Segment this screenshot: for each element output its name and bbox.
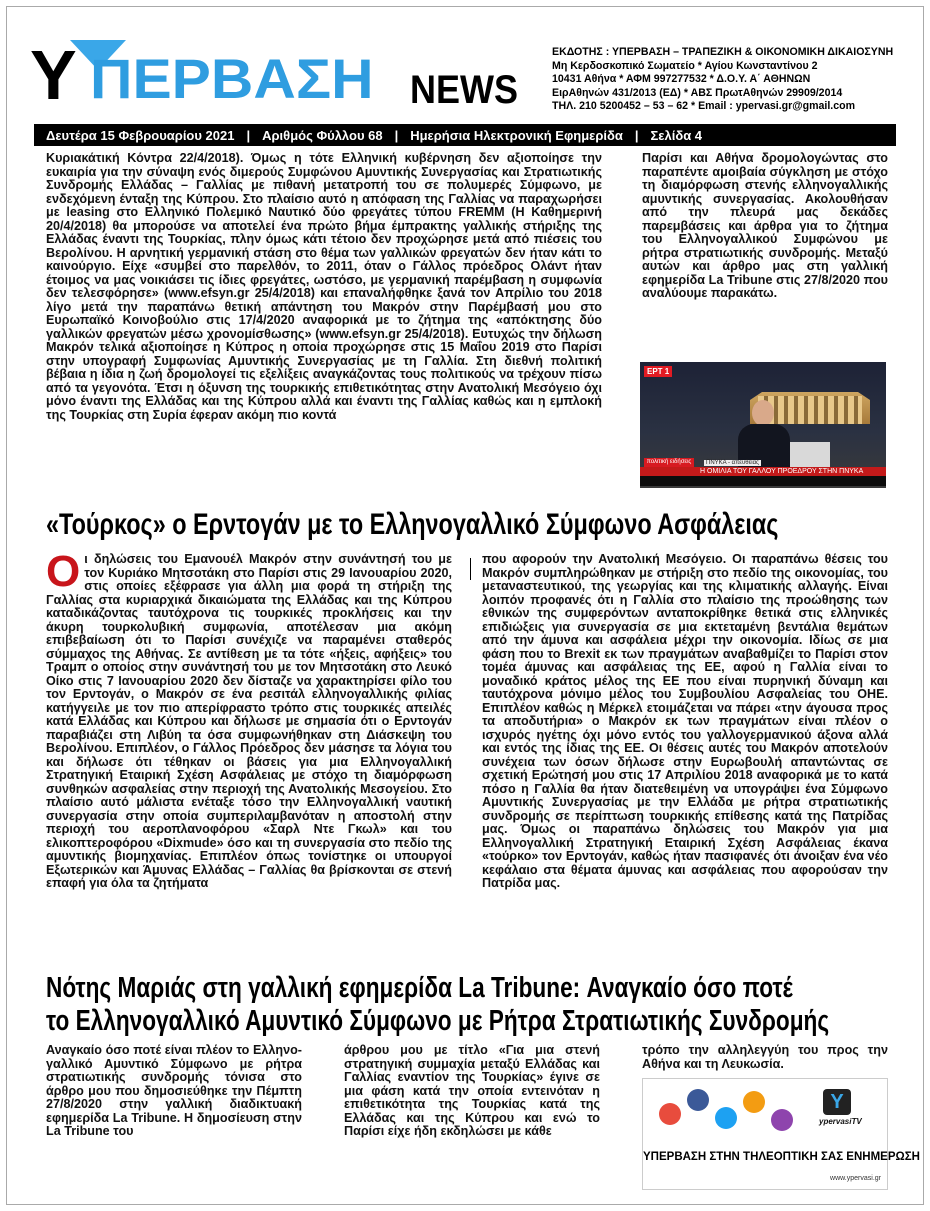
article1-right-text: που αφορούν την Ανατολική Μεσόγειο. Οι παραπάνω θέσεις του Μακρόν συμπληρώθηκαν με στήριξη στο πεδίο της οικονομίας, του μεταναστευτικού, της γεωργίας και της κλιματικής αλλαγής. Είναι λοιπόν προφανές ότι η Γαλλία στο πλαίσιο της προώθησης των εθνικών της συμφερόντων ανταποκρίθηκε θετικά στις ελληνικές επιδιώξεις για συνεργασία σε μια εκτεταμένη βεντάλια θεμάτων από την άμυνα και ασφάλεια μέχρι την οικονομία. Ιδίως σε μια φάση που το Brexit εκ των πραγμάτων αναβαθμίζει το Παρίσι στον τομέα άμυνας και ασφάλειας της ΕΕ, αφού η Γαλλία είναι το μοναδικό κράτος μέλος της ΕΕ που είναι πυρηνική δύναμη και ταυτόχρονα μόνιμο μέλος του Συμβουλίου Ασφαλείας του ΟΗΕ. Επιπλέον καθώς η Μέρκελ ετοιμάζεται να πάρει «την άγουσα προς τα αποδυτήρια» ο Μακρόν εκ των πραγμάτων είναι πλέον ο ισχυρός ηγέτης όχι μόνο εντός του γαλλογερμανικού άξονα αλλά και εντός της ίδιας της ΕΕ. Οι θέσεις αυτές του Μακρόν αποτελούν συνέχεια των όσων δήλωσε στην Ευρωβουλή απαντώντας σε σχετική Ερώτησή μου στις 17 Απριλίου 2018 αναφορικά με το κατά πόσο η Γαλλία θα ήταν διατεθειμένη να υπογράψει ένα Σύμφωνο Αμυντικής Συνεργασίας με την Ελλάδα με ρήτρα στρατιωτικής συνδρομής σε περίπτωση τουρκικής επίθεσης κατά της Πατρίδας μας. Όμως οι παραπάνω δηλώσεις του Μακρόν για μια Ελληνογαλλική Στρατηγική Εταιρική Σχέση Ασφάλειας έκανα «τούρκο» τον Ερντογάν, καθώς ήταν πασιφανές ότι άνοιξαν ένα νέο κεφάλαιο στα θέματα άμυνας και ασφάλειας που αφορούσαν την Πατρίδα μας.	[482, 552, 888, 890]
article2-headline-line1: Νότης Μαριάς στη γαλλική εφημερίδα La Tribune: Αναγκαίο όσο ποτέ	[46, 972, 793, 1004]
ypervasi-tv-logo-icon: Y	[823, 1089, 851, 1115]
logo-main-text: ΠΕΡΒΑΣΗ	[90, 47, 374, 110]
ticker-headline: Η ΟΜΙΛΙΑ ΤΟΥ ΓΑΛΛΟΥ ΠΡΟΕΔΡΟΥ ΣΤΗΝ ΠΝΥΚΑ	[640, 467, 886, 476]
macron-photo	[640, 362, 886, 488]
youtube-icon	[659, 1103, 681, 1125]
ypervasi-tv-label: ypervasiTV	[819, 1117, 862, 1126]
headphones-icon	[771, 1109, 793, 1131]
ribbon-separator: |	[634, 127, 639, 143]
top-right-column	[642, 152, 888, 357]
facebook-icon	[687, 1089, 709, 1111]
article1-left-column	[46, 547, 452, 965]
article1-left-text: ι δηλώσεις του Εμανουέλ Μακρόν στην συνάντησή του με τον Κυριάκο Μητσοτάκη στο Παρίσι στις 29 Ιανουαρίου 2020, στις οποίες εξέφρασε για άλλη μια φορά τη στήριξη της Γαλλίας στα κυριαρχικά δικαιώματα της Ελλάδας και της Κύπρου καταδικάζοντας ταυτόχρονα τις τουρκικές προκλήσεις και την άκυρη τουρκολυβική συμφωνία, αποτέλεσαν μια ακόμη επιβεβαίωση ότι το Παρίσι συνέχιζε να παραμένει σταθερός σύμμαχος της Αθήνας. Σε αντίθεση με τα τότε «ήξεις, αφήξεις» του Τραμπ ο οποίος στην συνάντησή του με τον Μητσοτάκη στο Λευκό Οίκο στις 7 Ιανουαρίου 2020 δεν δίσταζε να χαρακτηρίσει φίλο του τον Ερντογάν, ο Μακρόν σε ένα ρεσιτάλ ελληνογαλλικής φιλίας κατήγγειλε με τον πιο απερίφραστο τρόπο στις τουρκικές απειλές κατά Ελλάδας και Κύπρου και δήλωσε με σημασία ότι ο Ερντογάν παραβιάζει στη Λιβύη τα όσα συμφωνήθηκαν στη Διάσκεψη του Βερολίνου. Επιπλέον, ο Γάλλος Πρόεδρος δεν μάσησε τα λόγια του και δήλωσε ότι τέθηκαν οι βάσεις για μια Ελληνογαλλική Στρατηγική Εταιρική Σχέση Ασφάλειας με στόχο τη διαμόρφωση συνθηκών ασφαλείας στην περιοχή της Ανατολικής Μεσογείου. Στο πλαίσιο αυτό μάλιστα ενέταξε τόσο την Ελληνογαλλική ναυτική συνεργασία στην οποία συμπεριλαμβανόταν η αποστολή στην περιοχή του αεροπλανοφόρου «Σαρλ Ντε Γκωλ» και του ελικοπτεροφόρου «Dixmude» όσο και τη συνεργασία στο πεδίο της αμυντικής βιομηχανίας. Επιπλέον όπως τονίστηκε οι υπουργοί Εξωτερικών και Άμυνας Ελλάδας – Γαλλίας θα βρίσκονται σε στενή επαφή για όλα τα ζητήματα	[46, 552, 452, 890]
banner-caption: ΥΠΕΡΒΑΣΗ ΣΤΗΝ ΤΗΛΕΟΠΤΙΚΗ ΣΑΣ ΕΝΗΜΕΡΩΣΗ	[643, 1151, 920, 1163]
issue-date: Δευτέρα 15 Φεβρουαρίου 2021	[46, 127, 235, 143]
ypervasi-tv-banner[interactable]	[642, 1078, 920, 1190]
ticker-location: ΠΝΥΚΑ - απευθείας	[706, 460, 759, 466]
speaker-head	[752, 400, 774, 426]
article2-headline-line2: το Ελληνογαλλικό Αμυντικό Σύμφωνο με Ρήτρα Στρατιωτικής Συνδρομής	[46, 1005, 830, 1037]
issue-number: Αριθμός Φύλλου 68	[262, 127, 383, 143]
play-icon	[743, 1091, 765, 1113]
issue-ribbon	[34, 124, 896, 146]
publisher-line: Μη Κερδοσκοπικό Σωματείο * Αγίου Κωνσταντίνου 2	[552, 59, 818, 72]
article2-col2-text: άρθρου μου με τίτλο «Για μια στενή στρατηγική συμμαχία μεταξύ Ελλάδας και Γαλλίας εναντίον της Τουρκίας» έγινε σε μια φάση κατά την οποία εντεινόταν η επιθετικότητα της Τουρκίας κατά της Ελλάδας και της Κύπρου και ενώ το Παρίσι είχε ήδη εκδηλώσει με κάθε	[344, 1043, 600, 1138]
publisher-info	[552, 46, 912, 114]
drop-cap: Ο	[46, 547, 81, 596]
article1-headline: «Τούρκος» ο Ερντογάν με το Ελληνογαλλικό Σύμφωνο Ασφάλειας	[46, 508, 779, 541]
news-badge: πολιτική ειδήσεις	[644, 458, 694, 474]
top-left-text: Κυριακάτική Κόντρα 22/4/2018). Όμως η τότε Ελληνική κυβέρνηση δεν αξιοποίησε την ευκαιρία για την σύναψη ενός διμερούς Συμφώνου Αμυντικής Συνεργασίας και Στρατιωτικής Συνδρομής Ελλάδας – Γαλλίας με πιθανή μετατροπή του σε πολυμερές Σύμφωνο, με ενδεχόμενη ένταξη της Κύπρου. Στο πλαίσιο αυτό η απόφαση της Γαλλίας να παραχωρήσει με leasing στο Ελληνικό Πολεμικό Ναυτικό δύο φρεγάτες τύπου FREMM (Η Καθημερινή 20/4/2018) θα μπορούσε να αποτελεί ένα πρώτο βήμα έμπρακτης γαλλικής στήριξης της Ελλάδας έναντι της Τουρκίας, πλην όμως κάτι τέτοιο δεν προχώρησε μετά από πιέσεις του Βερολίνου. Η αρνητική γερμανική στάση στο θέμα των γαλλικών φρεγατών δεν ήταν κάτι το καινούργιο. Είχε «συμβεί στο παρελθόν, το 2011, όταν ο Γάλλος πρόεδρος Ολάντ ήταν έτοιμος να μας νοικιάσει τις ίδιες φρεγάτες, ωστόσο, με γερμανική παρέμβαση η συμφωνία δεν τελεσφόρησε» (www.efsyn.gr 25/4/2018) και επαναλήφθηκε ξανά τον Απρίλιο του 2018 λίγο μετά την παραπάνω θετική απάντηση του Μακρόν στην Παρέμβασή μου στο Ευρωπαϊκό Κοινοβούλιο στις 17/4/2020 αναφορικά με το ζήτημα της «απόκτησης δύο γαλλικών φρεγατών μέσω χρονομίσθωσης» (www.efsyn.gr 25/4/2018). Ευτυχώς την δήλωση Μακρόν τελικά αξιοποίησε η Κύπρος η οποία προχώρησε στις 15 Μαΐου 2019 στο Παρίσι στην υπογραφή Συμφωνίας Αμυντικής Συνεργασίας με τη Γαλλία. Στη διεθνή πολιτική βέβαια η ίδια η ζωή δρομολογεί τις εξελίξεις αναγκάζοντας τους πολιτικούς να τρέχουν πίσω από τα γεγονότα. Έτσι η όξυνση της τουρκικής επιθετικότητας στην Ανατολική Μεσόγειο όχι μόνο έναντι της Ελλάδας και της Κύπρου αλλά και έναντι της Γαλλίας καθώς και η εμπλοκή της Τουρκίας στη Συρία έφεραν ακόμη πιο κοντά	[46, 151, 602, 422]
ribbon-separator: |	[394, 127, 399, 143]
issue-type: Ημερήσια Ηλεκτρονική Εφημερίδα	[410, 127, 623, 143]
ribbon-separator: |	[246, 127, 251, 143]
publisher-line: ΤΗΛ. 210 5200452 – 53 – 62 * Email : ypervasi.gr@gmail.com	[552, 100, 856, 113]
page-number: Σελίδα 4	[650, 127, 703, 143]
article2-col1-text: Αναγκαίο όσο ποτέ είναι πλέον το Ελληνο-γαλλικό Αμυντικό Σύμφωνο με ρήτρα στρατιωτικής συνδρομής τόνισα στο άρθρο μου που δημοσιεύθηκε την Πέμπτη 27/8/2020 στην γαλλική διαδικτυακή εφημερίδα La Tribune. Η δημοσίευση στην La Tribune του	[46, 1043, 302, 1138]
top-left-column	[46, 152, 602, 492]
channel-logo: ΕΡΤ 1	[644, 366, 672, 377]
article2-col2	[344, 1044, 600, 1184]
banner-url: www.ypervasi.gr	[830, 1175, 881, 1182]
article2-col3	[642, 1044, 888, 1074]
logo-news-text: NEWS	[410, 68, 518, 112]
publisher-line: 10431 Αθήνα * ΑΦΜ 997277532 * Δ.Ο.Υ. Α΄ ΑΘΗΝΩΝ	[552, 73, 811, 86]
media-icons-cluster	[653, 1085, 813, 1145]
article2-col3-text: τρόπο την αλληλεγγύη του προς την Αθήνα και τη Λευκωσία.	[642, 1043, 888, 1071]
publisher-line: ΕΚΔΟΤΗΣ : ΥΠΕΡΒΑΣΗ – ΤΡΑΠΕΖΙΚΗ & ΟΙΚΟΝΟΜΙΚΗ ΔΙΚΑΙΟΣΥΝΗ	[552, 46, 894, 58]
twitter-icon	[715, 1107, 737, 1129]
top-right-text: Παρίσι και Αθήνα δρομολογώντας στο παραπέντε αμοιβαία σύγκληση με στόχο τη διαμόρφωση στενής ελληνογαλλικής αμυντικής συνεργασίας. Ακολουθήσαν από την πλευρά μας δεκάδες παρεμβάσεις και άρθρα για το ζήτημα του Ελληνογαλλικού Συμφώνου με ρήτρα στρατιωτικής συνδρομής. Μεταξύ αυτών και άρθρο μας στη γαλλική εφημερίδα La Tribune στις 27/8/2020 που αναλύουμε παρακάτω.	[642, 151, 888, 300]
ticker-bar	[640, 476, 886, 486]
logo-y-letter: Y	[30, 36, 75, 114]
publisher-line: ΕιρΑθηνών 431/2013 (ΕΔ) * ΑΒΣ ΠρωτΑθηνών 29909/2014	[552, 86, 843, 99]
article2-col1	[46, 1044, 302, 1184]
column-divider	[470, 558, 471, 580]
article1-right-column	[482, 553, 888, 965]
newspaper-logo	[30, 36, 530, 114]
